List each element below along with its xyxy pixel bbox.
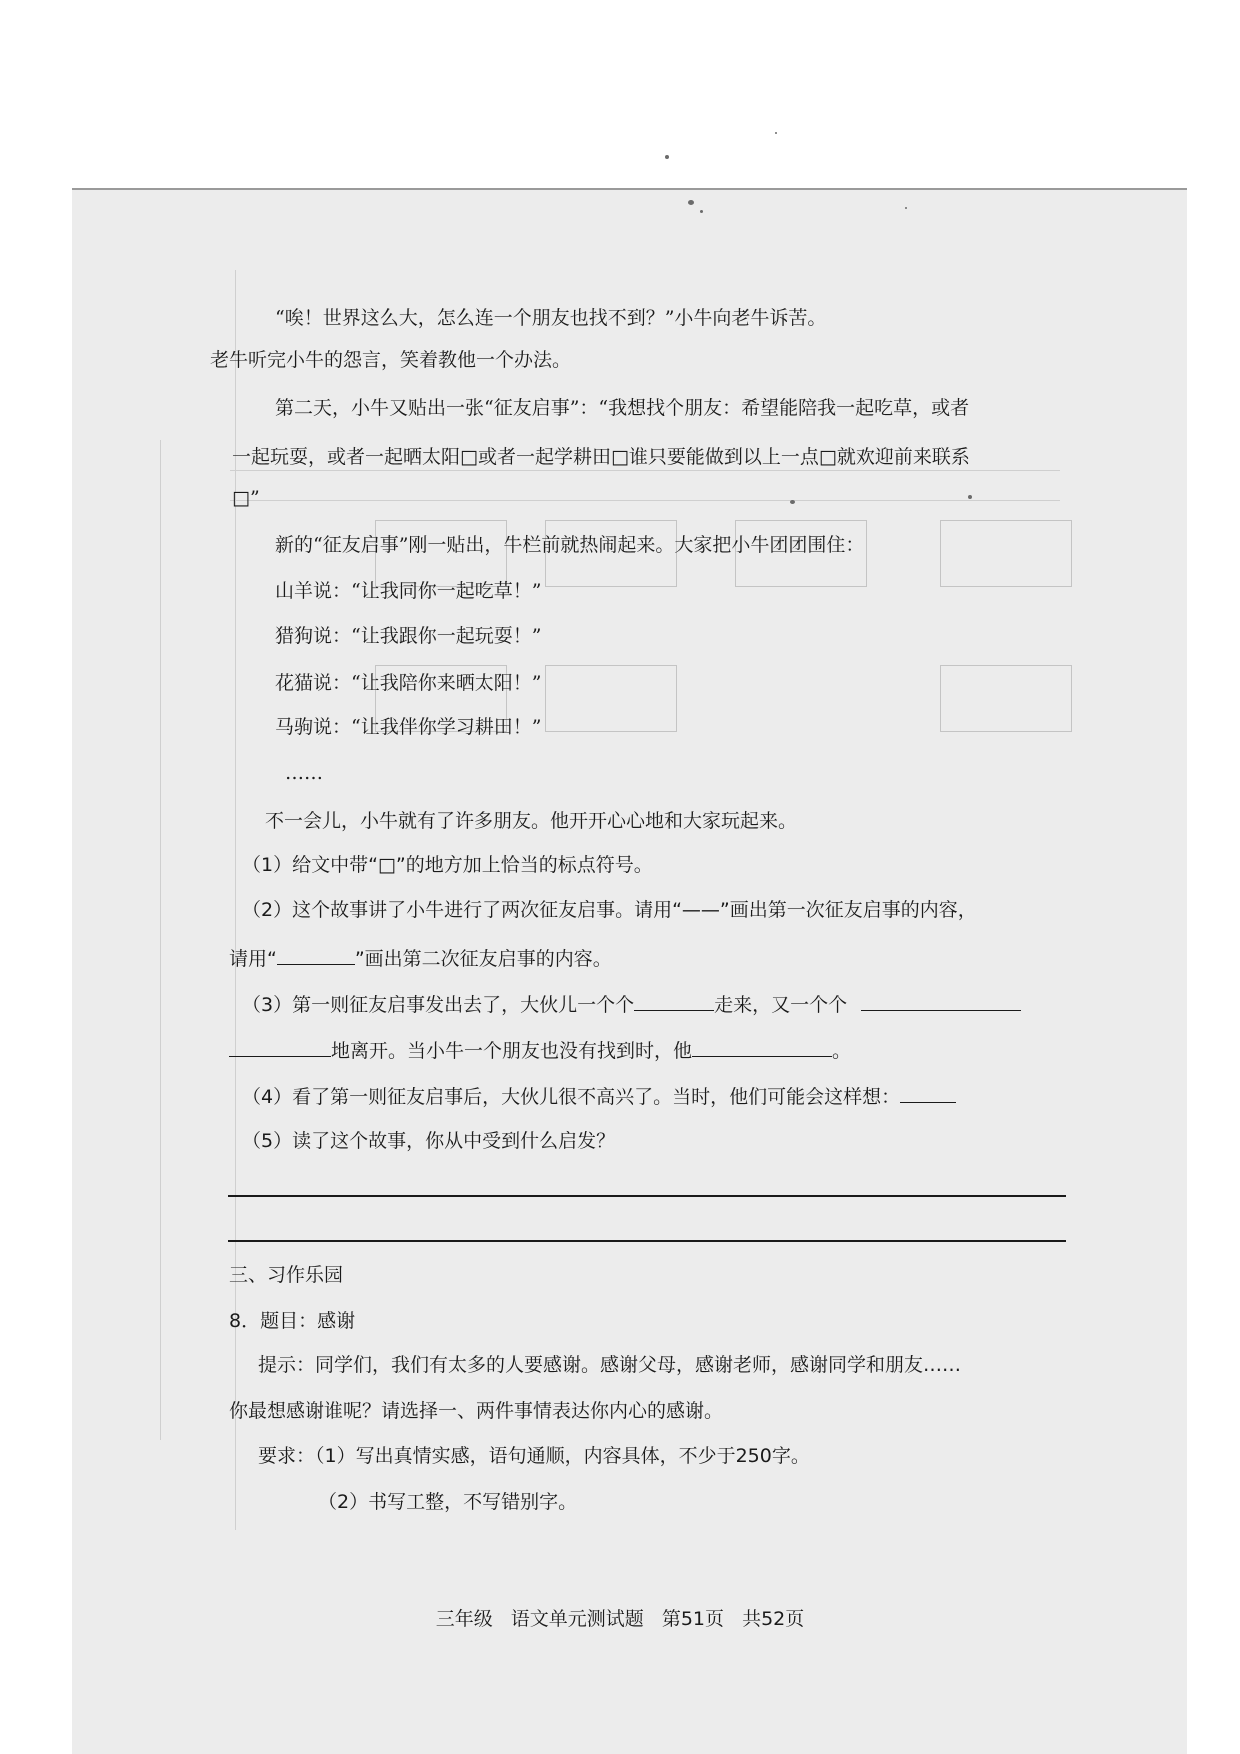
question-2-continued: 请用“ ”画出第二次征友启事的内容。 bbox=[229, 944, 612, 972]
ellipsis: …… bbox=[285, 762, 323, 784]
story-paragraph: 一起玩耍，或者一起晒太阳□或者一起学耕田□谁只要能做到以上一点□就欢迎前来联系 bbox=[232, 446, 970, 468]
writing-hint-continued: 你最想感谢谁呢？请选择一、两件事情表达你内心的感谢。 bbox=[229, 1400, 724, 1422]
story-paragraph: □” bbox=[232, 487, 260, 509]
story-paragraph: 不一会儿，小牛就有了许多朋友。他开开心心地和大家玩起来。 bbox=[265, 810, 798, 832]
section-heading: 三、习作乐园 bbox=[229, 1264, 344, 1286]
question-3: （3）第一则征友启事发出去了，大伙儿一个个 走来，又一个个 bbox=[242, 990, 1021, 1018]
question-2: （2）这个故事讲了小牛进行了两次征友启事。请用“——”画出第一次征友启事的内容， bbox=[242, 899, 977, 921]
question-3-continued: 地离开。当小牛一个朋友也没有找到时，他 。 bbox=[229, 1036, 851, 1064]
dialogue-line: 猎狗说：“让我跟你一起玩耍！” bbox=[275, 625, 542, 647]
answer-blank[interactable] bbox=[692, 1036, 832, 1057]
answer-line[interactable] bbox=[228, 1195, 1066, 1197]
answer-blank[interactable] bbox=[229, 1036, 331, 1057]
footer-page: 第51页 bbox=[661, 1608, 725, 1630]
question-1: （1）给文中带“□”的地方加上恰当的标点符号。 bbox=[242, 854, 653, 876]
story-paragraph: 新的“征友启事”刚一贴出，牛栏前就热闹起来。大家把小牛团团围住： bbox=[275, 534, 865, 556]
writing-requirement: 要求：（1）写出真情实感，语句通顺，内容具体，不少于250字。 bbox=[258, 1445, 810, 1467]
story-paragraph: “唉！世界这么大，怎么连一个朋友也找不到？”小牛向老牛诉苦。 bbox=[275, 307, 827, 329]
answer-line[interactable] bbox=[228, 1240, 1066, 1242]
answer-blank[interactable] bbox=[900, 1082, 956, 1103]
writing-hint: 提示：同学们，我们有太多的人要感谢。感谢父母，感谢老师，感谢同学和朋友…… bbox=[258, 1354, 962, 1376]
dialogue-line: 山羊说：“让我同你一起吃草！” bbox=[275, 580, 542, 602]
story-paragraph: 老牛听完小牛的怨言，笑着教他一个办法。 bbox=[210, 349, 572, 371]
story-paragraph: 第二天，小牛又贴出一张“征友启事”：“我想找个朋友：希望能陪我一起吃草，或者 bbox=[275, 397, 970, 419]
dialogue-line: 马驹说：“让我伴你学习耕田！” bbox=[275, 716, 542, 738]
page-footer bbox=[0, 1604, 1240, 1631]
dialogue-line: 花猫说：“让我陪你来晒太阳！” bbox=[275, 672, 542, 694]
paper-sheet bbox=[72, 190, 1187, 1754]
footer-grade: 三年级 bbox=[435, 1608, 493, 1630]
answer-blank[interactable] bbox=[861, 990, 1021, 1011]
footer-total: 共52页 bbox=[742, 1608, 805, 1630]
writing-requirement: （2）书写工整，不写错别字。 bbox=[318, 1491, 578, 1513]
writing-topic: 8．题目：感谢 bbox=[229, 1310, 356, 1332]
underline-sample bbox=[277, 944, 355, 965]
sheet-top-edge bbox=[72, 188, 1187, 190]
answer-blank[interactable] bbox=[634, 990, 714, 1011]
question-5: （5）读了这个故事，你从中受到什么启发？ bbox=[242, 1130, 616, 1152]
footer-subject: 语文单元测试题 bbox=[510, 1608, 644, 1630]
question-4: （4）看了第一则征友启事后，大伙儿很不高兴了。当时，他们可能会这样想： bbox=[242, 1082, 956, 1110]
